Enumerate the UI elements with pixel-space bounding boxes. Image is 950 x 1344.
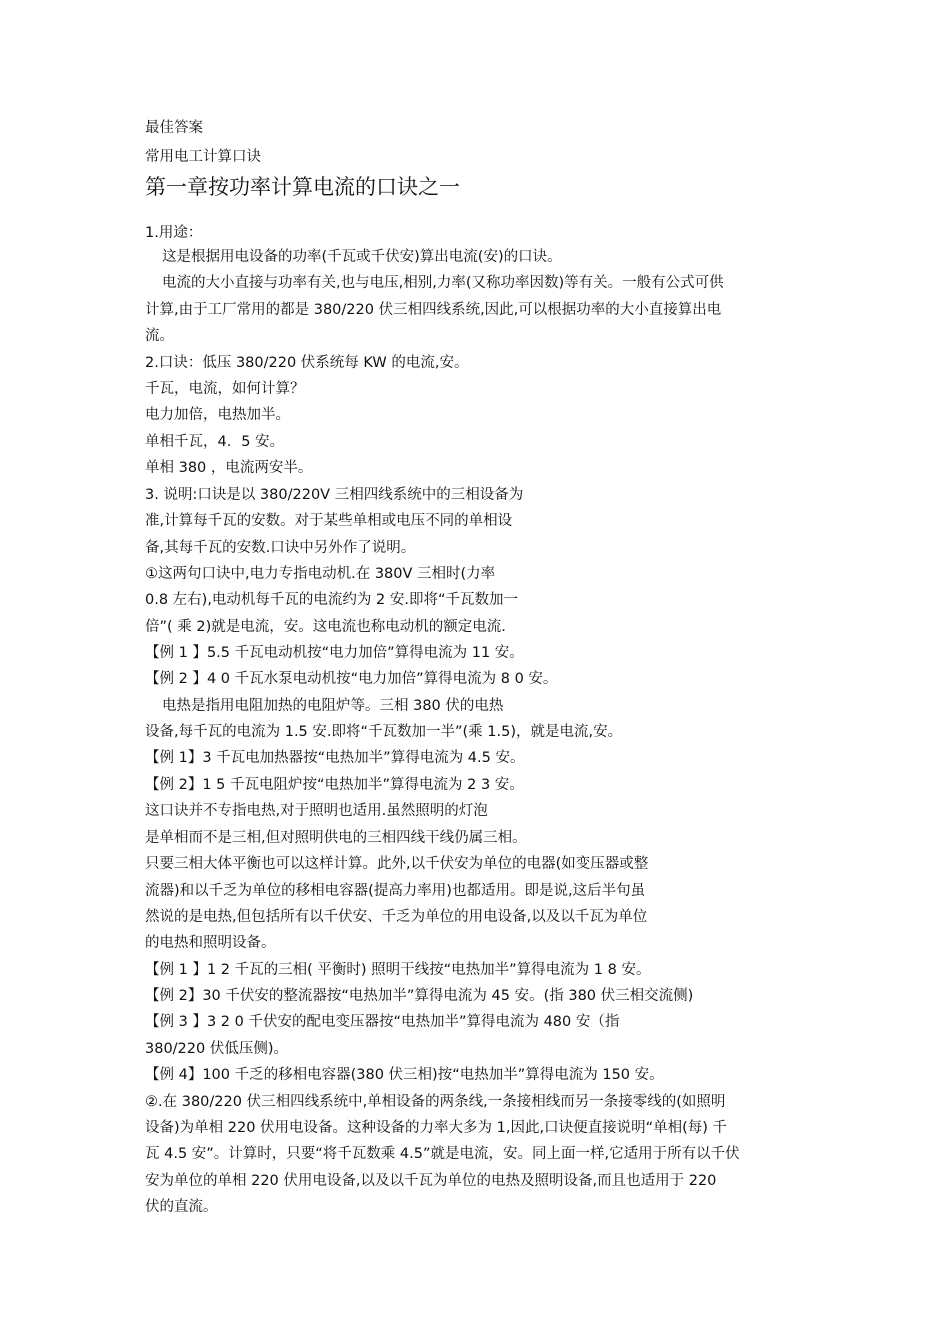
text-line: 【例 1】3 千瓦电加热器按“电热加半”算得电流为 4.5 安。: [145, 750, 525, 766]
text-line: 【例 1 】5.5 千瓦电动机按“电力加倍”算得电流为 11 安。: [145, 645, 524, 661]
text-line: 流。: [145, 328, 174, 344]
text-line: 电热是指用电阻加热的电阻炉等。三相 380 伏的电热: [162, 698, 504, 714]
text-line: 这口诀并不专指电热,对于照明也适用.虽然照明的灯泡: [145, 803, 488, 819]
text-line: 电流的大小直接与功率有关,也与电压,相别,力率(又称功率因数)等有关。一般有公式可供: [162, 275, 724, 291]
text-line: 是单相而不是三相,但对照明供电的三相四线干线仍属三相。: [145, 830, 527, 846]
text-line: 【例 2】1 5 千瓦电阻炉按“电热加半”算得电流为 2 3 安。: [145, 777, 524, 793]
text-line: 电力加倍，电热加半。: [145, 407, 290, 423]
text-line: 单相 380 ，电流两安半。: [145, 460, 313, 476]
text-line: 【例 2】30 千伏安的整流器按“电热加半”算得电流为 45 安。(指 380 伏三相交流侧): [145, 988, 694, 1004]
text-line: 只要三相大体平衡也可以这样计算。此外,以千伏安为单位的电器(如变压器或整: [145, 856, 649, 872]
topic-label: 常用电工计算口诀: [145, 149, 261, 165]
text-line: 安为单位的单相 220 伏用电设备,以及以千瓦为单位的电热及照明设备,而且也适用于 220: [145, 1173, 717, 1189]
text-line: 准,计算每千瓦的安数。对于某些单相或电压不同的单相设: [145, 513, 513, 529]
text-line: 【例 1 】1 2 千瓦的三相( 平衡时) 照明干线按“电热加半”算得电流为 1 8 安。: [145, 962, 651, 978]
text-line: 2.口诀：低压 380/220 伏系统每 KW 的电流,安。: [145, 355, 469, 371]
text-line: 设备,每千瓦的电流为 1.5 安.即将“千瓦数加一半”(乘 1.5)，就是电流,安。: [145, 724, 623, 740]
text-line: 流器)和以千乏为单位的移相电容器(提高力率用)也都适用。即是说,这后半句虽: [145, 883, 646, 899]
text-line: 然说的是电热,但包括所有以千伏安、千乏为单位的用电设备,以及以千瓦为单位: [145, 909, 648, 925]
text-line: 千瓦，电流，如何计算？: [145, 381, 305, 397]
text-line: 单相千瓦，4．5 安。: [145, 434, 285, 450]
text-line: 的电热和照明设备。: [145, 935, 276, 951]
text-line: ①这两句口诀中,电力专指电动机.在 380V 三相时(力率: [145, 566, 496, 582]
text-line: 计算,由于工厂常用的都是 380/220 伏三相四线系统,因此,可以根据功率的大小直接算出电: [145, 302, 722, 318]
text-line: 瓦 4.5 安”。计算时，只要“将千瓦数乘 4.5”就是电流，安。同上面一样,它适用于所有以千伏: [145, 1146, 740, 1162]
text-line: 【例 2 】4 0 千瓦水泵电动机按“电力加倍”算得电流为 8 0 安。: [145, 671, 558, 687]
text-line: 【例 4】100 千乏的移相电容器(380 伏三相)按“电热加半”算得电流为 150 安。: [145, 1067, 664, 1083]
text-line: 1.用途：: [145, 225, 203, 241]
text-line: 备,其每千瓦的安数.口诀中另外作了说明。: [145, 540, 416, 556]
best-answer-label: 最佳答案: [145, 120, 203, 136]
text-line: 0.8 左右),电动机每千瓦的电流约为 2 安.即将“千瓦数加一: [145, 592, 518, 608]
text-line: 380/220 伏低压侧)。: [145, 1041, 289, 1057]
text-line: 这是根据用电设备的功率(千瓦或千伏安)算出电流(安)的口诀。: [162, 249, 562, 265]
text-line: 3. 说明:口诀是以 380/220V 三相四线系统中的三相设备为: [145, 487, 524, 503]
text-line: ②.在 380/220 伏三相四线系统中,单相设备的两条线,一条接相线而另一条接零线的(如照明: [145, 1094, 726, 1110]
text-line: 伏的直流。: [145, 1199, 218, 1215]
text-line: 设备)为单相 220 伏用电设备。这种设备的力率大多为 1,因此,口诀便直接说明“单相(每) 千: [145, 1120, 728, 1136]
chapter-title: 第一章按功率计算电流的口诀之一: [145, 175, 460, 199]
text-line: 倍”( 乘 2)就是电流，安。这电流也称电动机的额定电流.: [145, 619, 506, 635]
text-line: 【例 3 】3 2 0 千伏安的配电变压器按“电热加半”算得电流为 480 安（指: [145, 1014, 620, 1030]
